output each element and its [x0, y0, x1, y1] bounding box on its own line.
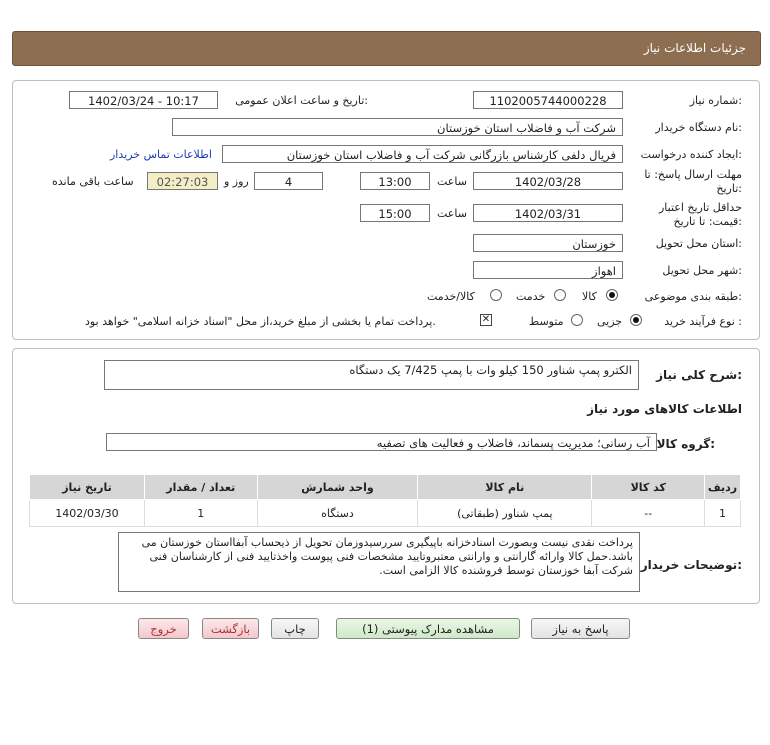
back-button[interactable]: بازگشت [202, 618, 259, 639]
days-field: 4 [254, 172, 323, 190]
category-both-label: کالا/خدمت [427, 290, 475, 303]
col-name: نام کالا [418, 475, 592, 500]
page-title: جزئیات اطلاعات نیاز [643, 41, 746, 55]
province-label: استان محل تحویل: [655, 237, 742, 250]
goods-table-wrap [29, 474, 741, 527]
payment-note: پرداخت تمام یا بخشی از مبلغ خرید،از محل "اسناد خزانه اسلامی" خواهد بود. [85, 315, 436, 328]
deadline-label: مهلت ارسال پاسخ: تا تاریخ: [644, 168, 742, 195]
announce-field: 1402/03/24 - 10:17 [69, 91, 218, 109]
process-medium-label: متوسط [529, 315, 564, 328]
creator-label: ایجاد کننده درخواست: [640, 148, 742, 161]
need-number-field: 1102005744000228 [473, 91, 623, 109]
col-qty: تعداد / مقدار [144, 475, 257, 500]
announce-label: تاریخ و ساعت اعلان عمومی: [235, 94, 368, 107]
col-row: ردیف [705, 475, 741, 500]
validity-hour-label: ساعت [437, 207, 467, 220]
col-unit: واحد شمارش [257, 475, 418, 500]
reply-button[interactable]: پاسخ به نیاز [531, 618, 630, 639]
print-button[interactable]: چاپ [271, 618, 319, 639]
validity-label: حداقل تاریخ اعتبار قیمت: تا تاریخ: [658, 201, 742, 228]
summary-field: الکترو پمپ شناور 150 کیلو وات با پمپ 7/425 یک دستگاه [104, 360, 639, 390]
deadline-time-field: 13:00 [360, 172, 430, 190]
creator-field: فریال دلفی کارشناس بازرگانی شرکت آب و فاضلاب استان خوزستان [222, 145, 623, 163]
province-field: خوزستان [473, 234, 623, 252]
col-date: تاریخ نیاز [30, 475, 145, 500]
cell-code: -- [592, 500, 705, 527]
cell-date: 1402/03/30 [30, 500, 145, 527]
category-label: طبقه بندی موضوعی: [644, 290, 742, 303]
goods-group-field: آب رسانی؛ مدیریت پسماند، فاضلاب و فعالیت های تصفیه [106, 433, 657, 451]
process-medium-radio[interactable] [571, 314, 583, 326]
validity-time-field: 15:00 [360, 204, 430, 222]
page-header [12, 31, 761, 66]
category-goods-radio[interactable] [606, 289, 618, 301]
treasury-checkbox[interactable]: ✕ [481, 314, 491, 325]
process-label: نوع فرآیند خرید : [664, 315, 742, 328]
deadline-date-field: 1402/03/28 [473, 172, 623, 190]
category-both-radio[interactable] [490, 289, 502, 301]
validity-date-field: 1402/03/31 [473, 204, 623, 222]
cell-row: 1 [705, 500, 741, 527]
category-service-radio[interactable] [554, 289, 566, 301]
exit-button[interactable]: خروج [138, 618, 189, 639]
attachments-button[interactable]: مشاهده مدارک پیوستی (1) [336, 618, 520, 639]
remaining-label: ساعت باقی مانده [52, 175, 134, 188]
days-label: روز و [224, 175, 249, 188]
table-row [30, 500, 741, 527]
col-code: کد کالا [592, 475, 705, 500]
buyer-notes-label: توضیحات خریدار: [640, 558, 742, 572]
buyer-org-field: شرکت آب و فاضلاب استان خوزستان [172, 118, 623, 136]
cell-name: پمپ شناور (طبقاتی) [418, 500, 592, 527]
process-minor-radio[interactable] [630, 314, 642, 326]
category-service-label: خدمت [516, 290, 546, 303]
deadline-hour-label: ساعت [437, 175, 467, 188]
buyer-org-label: نام دستگاه خریدار: [655, 121, 742, 134]
cell-qty: 1 [144, 500, 257, 527]
contact-buyer-link[interactable]: اطلاعات تماس خریدار [110, 148, 212, 161]
city-label: شهر محل تحویل: [662, 264, 742, 277]
remaining-time-field: 02:27:03 [147, 172, 218, 190]
goods-section-title: اطلاعات کالاهای مورد نیاز [587, 402, 742, 416]
need-number-label: شماره نیاز: [689, 94, 742, 107]
cell-unit: دستگاه [257, 500, 418, 527]
category-goods-label: کالا [582, 290, 597, 303]
city-field: اهواز [473, 261, 623, 279]
process-minor-label: جزیی [597, 315, 623, 328]
buyer-notes-field: پرداخت نقدی نیست وبصورت اسنادخزانه باپیگیری سررسیدوزمان تحویل از ذیحساب آبفااستان خوزستان می باشد.حمل کالا وارائه گارانتی و وارانتی معتبروتایید مشخصات فنی پیوست واخذتایید فنی از کارشناسان فنی شرکت آبفا خوزستان توسط فروشنده کالا الزامی است. [118, 532, 640, 592]
goods-table [29, 474, 741, 527]
goods-group-label: گروه کالا: [656, 437, 715, 451]
summary-label: شرح کلی نیاز: [656, 368, 742, 382]
